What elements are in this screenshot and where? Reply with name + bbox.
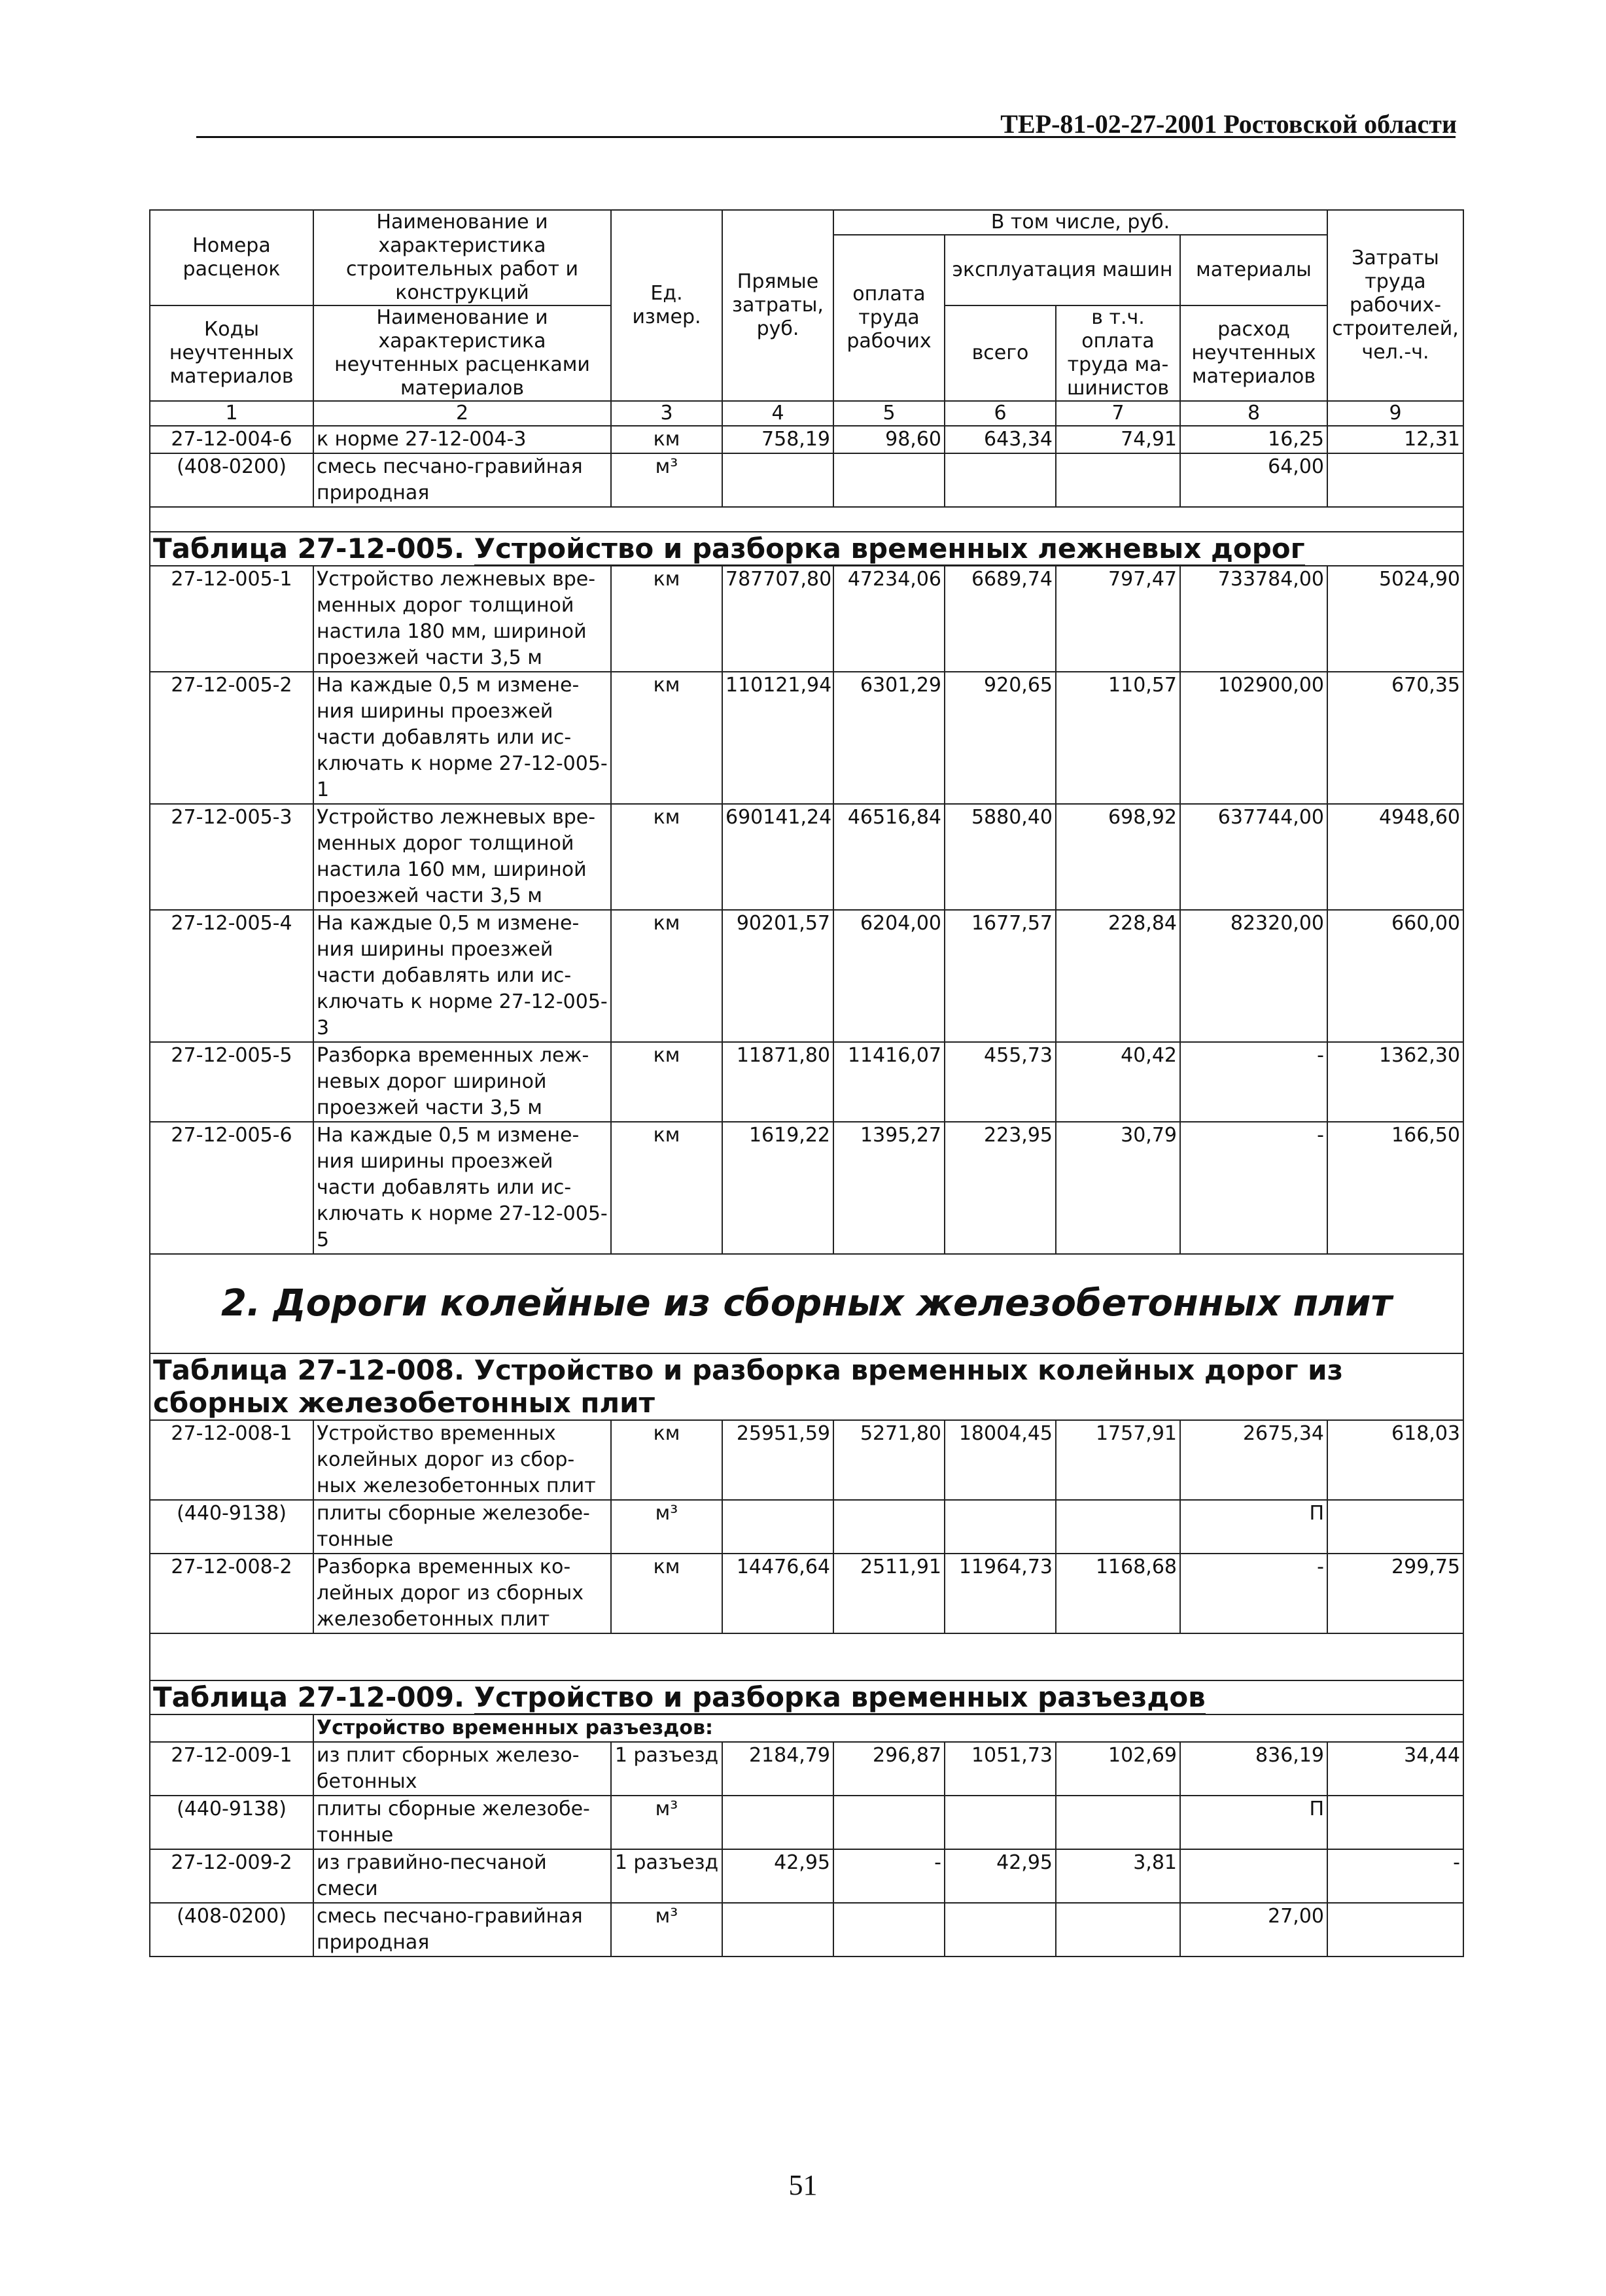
rate-code: 27-12-008-1 <box>150 1420 313 1500</box>
header-machines-total: всего <box>945 305 1056 401</box>
material-name: смесь песчано-гравийная природная <box>313 453 611 507</box>
rate-wages: 1395,27 <box>833 1122 945 1254</box>
material-unit: м³ <box>611 453 722 507</box>
table-row <box>150 1849 1463 1903</box>
header-direct-costs: Прямые затраты, руб. <box>722 210 833 401</box>
rate-machines: 455,73 <box>945 1042 1056 1122</box>
rate-machines: 11964,73 <box>945 1554 1056 1633</box>
rate-name: На каждые 0,5 м измене-ния ширины проезжей части добавлять или ис-ключать к норме 27-12-005-5 <box>313 1122 611 1254</box>
material-code: (440-9138) <box>150 1500 313 1554</box>
table-row <box>150 566 1463 672</box>
rate-machines: 6689,74 <box>945 566 1056 672</box>
rate-direct: 42,95 <box>722 1849 833 1903</box>
rate-materials: 2675,34 <box>1180 1420 1327 1500</box>
rate-name: из гравийно-песчаной смеси <box>313 1849 611 1903</box>
rate-direct: 11871,80 <box>722 1042 833 1122</box>
rate-wages: 5271,80 <box>833 1420 945 1500</box>
table-row <box>150 1420 1463 1500</box>
table-row <box>150 804 1463 910</box>
rate-labor: 4948,60 <box>1327 804 1463 910</box>
table-row <box>150 672 1463 804</box>
table-row-material <box>150 453 1463 507</box>
rate-machines-wages: 74,91 <box>1056 426 1180 453</box>
rate-machines: 42,95 <box>945 1849 1056 1903</box>
rate-materials: 82320,00 <box>1180 910 1327 1042</box>
column-numbers-row <box>150 401 1463 426</box>
column-number: 1 <box>150 401 313 426</box>
rate-name: Устройство лежневых вре-менных дорог толщиной настила 160 мм, шириной проезжей части 3,5 м <box>313 804 611 910</box>
material-unit: м³ <box>611 1903 722 1957</box>
rate-code: 27-12-005-6 <box>150 1122 313 1254</box>
column-number: 2 <box>313 401 611 426</box>
rate-labor: 618,03 <box>1327 1420 1463 1500</box>
table-row <box>150 1042 1463 1122</box>
rate-direct: 1619,22 <box>722 1122 833 1254</box>
column-number: 9 <box>1327 401 1463 426</box>
table-row <box>150 1554 1463 1633</box>
rate-name: Устройство лежневых вре-менных дорог толщиной настила 180 мм, шириной проезжей части 3,5 м <box>313 566 611 672</box>
rate-machines-wages: 1757,91 <box>1056 1420 1180 1500</box>
rate-machines: 1051,73 <box>945 1742 1056 1796</box>
rate-code: 27-12-008-2 <box>150 1554 313 1633</box>
column-number: 5 <box>833 401 945 426</box>
table-caption-009 <box>150 1680 1463 1714</box>
rate-unit: км <box>611 1554 722 1633</box>
rate-labor: 166,50 <box>1327 1122 1463 1254</box>
document-header-title: ТЕР-81-02-27-2001 Ростовской области <box>1000 109 1457 139</box>
rate-wages: 47234,06 <box>833 566 945 672</box>
rate-labor: 660,00 <box>1327 910 1463 1042</box>
caption-label: Таблица 27-12-008. <box>153 1354 464 1386</box>
rate-direct: 2184,79 <box>722 1742 833 1796</box>
header-name: Наименование и характеристика строительных работ и конструкций <box>313 210 611 305</box>
table-row <box>150 1742 1463 1796</box>
rate-materials: - <box>1180 1042 1327 1122</box>
rate-name: Разборка временных ко-лейных дорог из сборных железобетонных плит <box>313 1554 611 1633</box>
rate-materials: 102900,00 <box>1180 672 1327 804</box>
spacer-row <box>150 1633 1463 1680</box>
rate-direct: 690141,24 <box>722 804 833 910</box>
rate-unit: км <box>611 566 722 672</box>
header-unit: Ед. измер. <box>611 210 722 401</box>
table-caption-008 <box>150 1353 1463 1420</box>
section-heading-row <box>150 1254 1463 1353</box>
rate-labor: 34,44 <box>1327 1742 1463 1796</box>
rate-unit: км <box>611 1122 722 1254</box>
subheading-row <box>150 1714 1463 1742</box>
material-amount: 64,00 <box>1180 453 1327 507</box>
rate-wages: 11416,07 <box>833 1042 945 1122</box>
header-materials-sub: расход неучтенных материалов <box>1180 305 1327 401</box>
section-title: 2. Дороги колейные из сборных железобетонных плит <box>150 1254 1463 1353</box>
material-amount: П <box>1180 1500 1327 1554</box>
header-machines: эксплуатация машин <box>945 235 1180 305</box>
rate-machines-wages: 797,47 <box>1056 566 1180 672</box>
rate-wages: 46516,84 <box>833 804 945 910</box>
caption-label: Таблица 27-12-005. <box>153 532 464 565</box>
table-row-material <box>150 1500 1463 1554</box>
caption-title: Устройство и разборка временных разъездов <box>474 1681 1206 1714</box>
rate-materials <box>1180 1849 1327 1903</box>
rate-unit: км <box>611 672 722 804</box>
material-code: (408-0200) <box>150 453 313 507</box>
header-labor: Затраты труда рабочих-строителей, чел.-ч. <box>1327 210 1463 401</box>
rate-direct: 25951,59 <box>722 1420 833 1500</box>
material-unit: м³ <box>611 1500 722 1554</box>
rate-wages: 6301,29 <box>833 672 945 804</box>
rate-wages: 296,87 <box>833 1742 945 1796</box>
rate-machines-wages: 1168,68 <box>1056 1554 1180 1633</box>
rate-code: 27-12-009-2 <box>150 1849 313 1903</box>
rate-machines-wages: 698,92 <box>1056 804 1180 910</box>
rate-materials: 733784,00 <box>1180 566 1327 672</box>
rate-unit: км <box>611 1042 722 1122</box>
rate-code: 27-12-005-5 <box>150 1042 313 1122</box>
table-caption-005 <box>150 532 1463 566</box>
rate-labor: 5024,90 <box>1327 566 1463 672</box>
rate-wages: 98,60 <box>833 426 945 453</box>
rate-code: 27-12-004-6 <box>150 426 313 453</box>
material-name: плиты сборные железобе-тонные <box>313 1500 611 1554</box>
rate-wages: 2511,91 <box>833 1554 945 1633</box>
header-machines-wages: в т.ч. оплата труда ма-шинистов <box>1056 305 1180 401</box>
rate-code: 27-12-005-4 <box>150 910 313 1042</box>
column-number: 7 <box>1056 401 1180 426</box>
header-including: В том числе, руб. <box>833 210 1327 235</box>
header-rule <box>196 136 1456 138</box>
rate-unit: км <box>611 910 722 1042</box>
material-name: плиты сборные железобе-тонные <box>313 1796 611 1849</box>
rate-direct: 14476,64 <box>722 1554 833 1633</box>
header-materials: материалы <box>1180 235 1327 305</box>
caption-label: Таблица 27-12-009. <box>153 1681 464 1713</box>
material-code: (440-9138) <box>150 1796 313 1849</box>
rate-machines-wages: 102,69 <box>1056 1742 1180 1796</box>
table-row-material <box>150 1903 1463 1957</box>
rate-machines: 223,95 <box>945 1122 1056 1254</box>
material-amount: П <box>1180 1796 1327 1849</box>
material-name: смесь песчано-гравийная природная <box>313 1903 611 1957</box>
rate-unit: км <box>611 426 722 453</box>
table-row <box>150 910 1463 1042</box>
rate-name: Разборка временных леж-невых дорог шириной проезжей части 3,5 м <box>313 1042 611 1122</box>
material-code: (408-0200) <box>150 1903 313 1957</box>
rate-wages: - <box>833 1849 945 1903</box>
rate-code: 27-12-005-3 <box>150 804 313 910</box>
column-number: 8 <box>1180 401 1327 426</box>
rate-materials: 836,19 <box>1180 1742 1327 1796</box>
rate-machines-wages: 228,84 <box>1056 910 1180 1042</box>
header-codes-sub: Коды неучтенных материалов <box>150 305 313 401</box>
rate-machines: 18004,45 <box>945 1420 1056 1500</box>
header-name-sub: Наименование и характеристика неучтенных расценками материалов <box>313 305 611 401</box>
rate-machines-wages: 30,79 <box>1056 1122 1180 1254</box>
rate-materials: - <box>1180 1554 1327 1633</box>
rate-name: Устройство временных колейных дорог из сбор-ных железобетонных плит <box>313 1420 611 1500</box>
material-unit: м³ <box>611 1796 722 1849</box>
rate-unit: 1 разъезд <box>611 1849 722 1903</box>
rate-materials: - <box>1180 1122 1327 1254</box>
rate-name: На каждые 0,5 м измене-ния ширины проезжей части добавлять или ис-ключать к норме 27-12-005-1 <box>313 672 611 804</box>
column-number: 3 <box>611 401 722 426</box>
rate-unit: км <box>611 1420 722 1500</box>
rate-name: из плит сборных железо-бетонных <box>313 1742 611 1796</box>
rate-unit: км <box>611 804 722 910</box>
rate-materials: 637744,00 <box>1180 804 1327 910</box>
rate-labor: 299,75 <box>1327 1554 1463 1633</box>
caption-title: Устройство и разборка временных колейных дорог из сборных железобетонных плит <box>153 1354 1343 1419</box>
rate-machines: 643,34 <box>945 426 1056 453</box>
rate-name: к норме 27-12-004-3 <box>313 426 611 453</box>
rate-machines: 1677,57 <box>945 910 1056 1042</box>
table-row-material <box>150 1796 1463 1849</box>
column-number: 6 <box>945 401 1056 426</box>
rate-code: 27-12-005-1 <box>150 566 313 672</box>
header-row-1 <box>150 210 1463 235</box>
column-number: 4 <box>722 401 833 426</box>
rate-machines-wages: 3,81 <box>1056 1849 1180 1903</box>
page-number: 51 <box>788 2169 818 2201</box>
rate-labor: 1362,30 <box>1327 1042 1463 1122</box>
rate-wages: 6204,00 <box>833 910 945 1042</box>
rate-machines-wages: 110,57 <box>1056 672 1180 804</box>
rate-direct: 110121,94 <box>722 672 833 804</box>
table-row <box>150 1122 1463 1254</box>
rate-materials: 16,25 <box>1180 426 1327 453</box>
rate-unit: 1 разъезд <box>611 1742 722 1796</box>
rates-table <box>149 209 1464 1957</box>
rate-name: На каждые 0,5 м измене-ния ширины проезжей части добавлять или ис-ключать к норме 27-12-005-3 <box>313 910 611 1042</box>
rate-labor: 670,35 <box>1327 672 1463 804</box>
rate-code: 27-12-005-2 <box>150 672 313 804</box>
rate-direct: 90201,57 <box>722 910 833 1042</box>
rate-machines-wages: 40,42 <box>1056 1042 1180 1122</box>
subheading-text: Устройство временных разъездов: <box>313 1714 1463 1742</box>
rate-code: 27-12-009-1 <box>150 1742 313 1796</box>
material-amount: 27,00 <box>1180 1903 1327 1957</box>
rate-labor: - <box>1327 1849 1463 1903</box>
rate-direct: 758,19 <box>722 426 833 453</box>
spacer-row <box>150 507 1463 532</box>
rate-labor: 12,31 <box>1327 426 1463 453</box>
rate-machines: 920,65 <box>945 672 1056 804</box>
header-wages: оплата труда рабочих <box>833 235 945 401</box>
rate-direct: 787707,80 <box>722 566 833 672</box>
rate-machines: 5880,40 <box>945 804 1056 910</box>
header-codes: Номера расценок <box>150 210 313 305</box>
caption-title: Устройство и разборка временных лежневых дорог <box>474 532 1305 566</box>
table-row <box>150 426 1463 453</box>
